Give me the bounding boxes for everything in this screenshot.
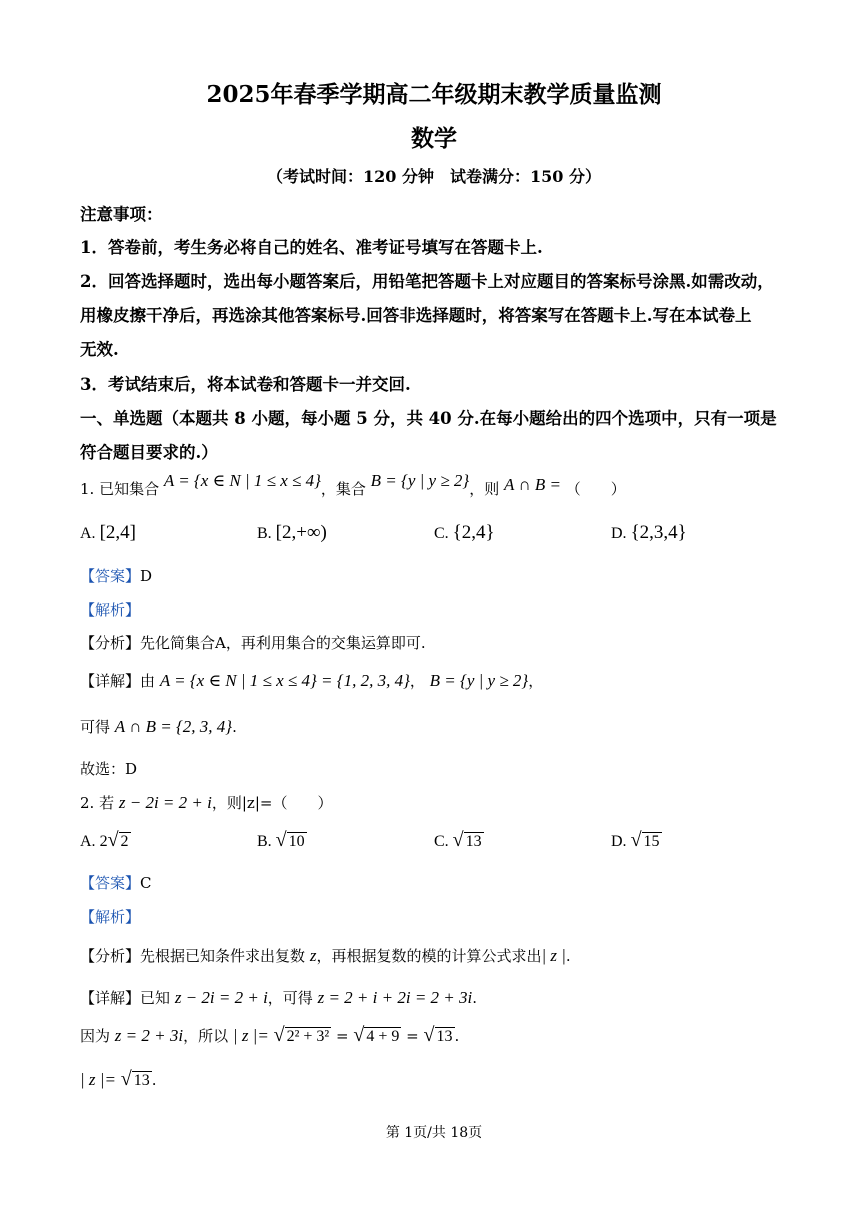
q1-expr: A ∩ B = — [504, 475, 561, 494]
q2-prefix: 2. 若 — [80, 794, 115, 812]
q1-option-b-label: B. — [257, 525, 272, 542]
note-3: 3．考试结束后，将本试卷和答题卡一并交回. — [80, 375, 411, 394]
radical-icon: √ — [353, 1024, 365, 1046]
q2-fenxi-a: 先根据已知条件求出复数 — [140, 947, 306, 965]
q2-mod-sqrt-1 — [274, 1024, 332, 1047]
q1-xiangjie-sep: ， — [409, 672, 425, 690]
q2-option-d-label: D. — [611, 833, 627, 850]
q2-xiangjie-tag: 【详解】 — [80, 989, 141, 1007]
q1-ask: ，则 — [469, 480, 500, 498]
q1-option-a-value: [2,4] — [99, 522, 136, 543]
exam-title: 2025年春季学期高二年级期末教学质量监测 — [206, 81, 662, 108]
q2-mod-end: . — [454, 1027, 460, 1045]
q1-stem — [80, 471, 792, 499]
q1-fenxi-tag: 【分析】 — [80, 634, 141, 652]
q2-answer — [80, 872, 792, 893]
q1-fenxi — [80, 632, 792, 653]
notes-heading: 注意事项： — [80, 205, 163, 224]
q1-xiangjie-set-b: B = {y | y ≥ 2} — [429, 671, 529, 690]
q1-result-expr: A ∩ B = {2, 3, 4} — [114, 717, 233, 736]
note-2-line-3: 无效. — [80, 340, 119, 359]
q1-result-end: . — [232, 718, 237, 736]
q1-set-a: A = {x ∈ N | 1 ≤ x ≤ 4} — [163, 471, 321, 490]
subject-title: 数学 — [411, 125, 457, 152]
exam-info: （考试时间：120 分钟 试卷满分：150 分） — [267, 167, 601, 186]
q2-because — [80, 1024, 792, 1047]
note-1: 1．答卷前，考生务必将自己的姓名、准考证号填写在答题卡上. — [80, 238, 543, 257]
q1-mid: ，集合 — [320, 480, 366, 498]
q2-answer-tag: 【答案】 — [80, 874, 141, 892]
radical-icon: √ — [275, 829, 287, 851]
q1-answer-tag: 【答案】 — [80, 567, 141, 585]
q2-xiangjie-b: ，可得 — [267, 989, 313, 1007]
q2-fenxi-b: ，再根据复数的模的计算公式求出 — [316, 947, 542, 965]
q2-option-c-radicand: 13 — [465, 833, 482, 850]
q2-xiangjie-a: 已知 — [140, 989, 171, 1007]
q2-mid: ，则|z|=（ ） — [211, 794, 333, 812]
q2-option-b-label: B. — [257, 833, 272, 850]
q1-set-b: B = {y | y ≥ 2} — [370, 471, 470, 490]
q2-answer-value: C — [140, 874, 152, 892]
note-2-line-1: 2．回答选择题时，选出每小题答案后，用铅笔把答题卡上对应题目的答案标号涂黑.如需改动， — [80, 272, 774, 291]
q1-option-c-value: {2,4} — [452, 522, 495, 543]
q2-analysis-tag: 【解析】 — [80, 908, 141, 926]
q2-fenxi-end: . — [565, 947, 571, 965]
radical-icon: √ — [423, 1024, 435, 1046]
radical-icon: √ — [120, 1068, 132, 1090]
q2-option-b — [257, 829, 307, 852]
q2-xiangjie-eq2: z = 2 + i + 2i = 2 + 3i — [317, 988, 473, 1007]
q2-option-c — [434, 829, 484, 852]
q1-option-a — [80, 522, 136, 544]
q2-option-b-radicand: 10 — [288, 833, 305, 850]
q2-final-radicand: 13 — [133, 1072, 150, 1089]
q2-final-lhs: | z |= — [80, 1070, 116, 1089]
q1-option-a-label: A. — [80, 525, 96, 542]
q2-option-a — [80, 829, 131, 852]
q2-option-b-sqrt — [276, 829, 307, 852]
q1-option-c — [434, 522, 495, 544]
radical-icon: √ — [107, 829, 119, 851]
q2-option-c-sqrt — [453, 829, 484, 852]
q1-xiangjie-end: ， — [528, 672, 544, 690]
q1-option-d-label: D. — [611, 525, 627, 542]
q2-mod-radicand-1: 2² + 3² — [286, 1028, 330, 1045]
q2-option-a-radicand: 2 — [120, 833, 129, 850]
q1-xiangjie-pre: 由 — [140, 672, 156, 690]
page-footer: 第 1页/共 18页 — [385, 1125, 483, 1141]
q2-fenxi — [80, 945, 792, 966]
q2-option-a-label: A. — [80, 833, 96, 850]
q1-xiangjie-set-a: A = {x ∈ N | 1 ≤ x ≤ 4} = {1, 2, 3, 4} — [159, 671, 410, 690]
q1-paren: （ ） — [565, 480, 626, 498]
q1-xiangjie — [80, 670, 792, 691]
note-2-line-2: 用橡皮擦干净后，再选涂其他答案标号.回答非选择题时，将答案写在答题卡上.写在本试卷上 — [80, 306, 752, 325]
q2-mod-lhs: | z |= — [232, 1026, 269, 1045]
q2-mod-radicand-3: 13 — [436, 1028, 453, 1045]
q2-xiangjie-eq1: z − 2i = 2 + i — [174, 988, 268, 1007]
q1-result-pre: 可得 — [80, 718, 111, 736]
q2-final-end: . — [151, 1071, 157, 1089]
q2-mod-eq: = — [336, 1027, 349, 1045]
radical-icon: √ — [452, 829, 464, 851]
q1-choose: 故选：D — [80, 760, 138, 778]
q2-option-c-label: C. — [434, 833, 449, 850]
q1-prefix: 1. 已知集合 — [80, 480, 160, 498]
q2-mod-radicand-2: 4 + 9 — [366, 1028, 400, 1045]
q2-fenxi-z: z — [309, 946, 317, 965]
q1-analysis-tag: 【解析】 — [80, 601, 141, 619]
radical-icon: √ — [630, 829, 642, 851]
q2-option-a-coef: 2 — [99, 833, 108, 850]
q1-result — [80, 716, 792, 737]
q2-final — [80, 1068, 792, 1091]
q2-equation: z − 2i = 2 + i — [118, 793, 212, 812]
q1-option-b — [257, 522, 327, 544]
q1-option-b-value: [2,+∞) — [275, 522, 327, 543]
q1-option-d-value: {2,3,4} — [630, 522, 687, 543]
q2-option-d-sqrt — [631, 829, 662, 852]
q2-because-word: 因为 — [80, 1027, 111, 1045]
q1-fenxi-text: 先化简集合A，再利用集合的交集运算即可. — [140, 634, 426, 652]
q2-stem — [80, 792, 792, 813]
q1-option-c-label: C. — [434, 525, 449, 542]
q2-final-sqrt — [121, 1068, 152, 1091]
q2-because-eq: z = 2 + 3i — [114, 1026, 184, 1045]
q2-fenxi-tag: 【分析】 — [80, 947, 141, 965]
section-1-line-2: 符合题目要求的.） — [80, 443, 218, 462]
q2-xiangjie — [80, 987, 792, 1008]
q2-option-a-sqrt — [108, 829, 131, 852]
q2-so-word: ，所以 — [183, 1027, 229, 1045]
q2-mod-sqrt-3 — [424, 1024, 455, 1047]
q1-option-d — [611, 522, 687, 544]
q2-fenxi-abs: | z | — [541, 946, 566, 965]
q1-answer — [80, 565, 792, 586]
section-1-line-1: 一、单选题（本题共 8 小题，每小题 5 分，共 40 分.在每小题给出的四个选项中，只有一项是 — [80, 409, 777, 428]
q2-mod-sqrt-2 — [353, 1024, 401, 1047]
q2-xiangjie-end: . — [472, 989, 478, 1007]
radical-icon: √ — [273, 1024, 285, 1046]
q1-answer-value: D — [140, 567, 153, 585]
q2-option-d — [611, 829, 662, 852]
q2-mod-eq-2: = — [406, 1027, 419, 1045]
q2-option-d-radicand: 15 — [643, 833, 660, 850]
q1-xiangjie-tag: 【详解】 — [80, 672, 141, 690]
